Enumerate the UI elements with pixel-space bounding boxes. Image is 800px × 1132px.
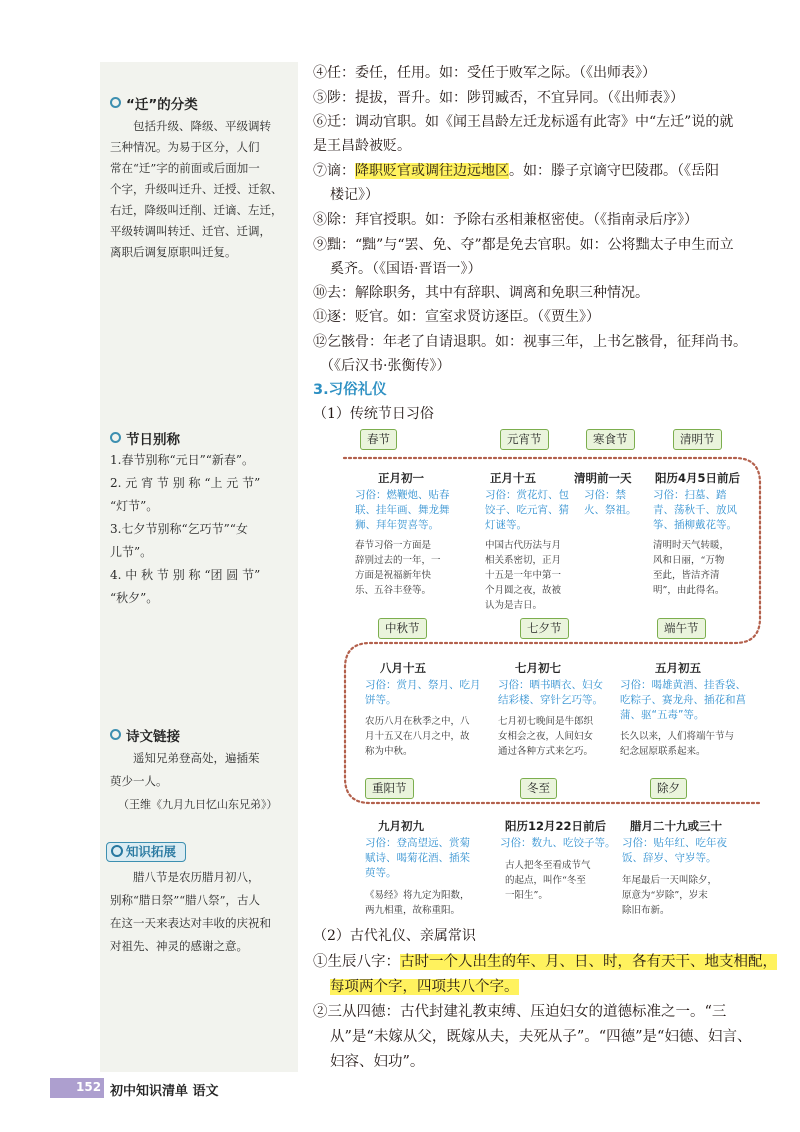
festival-custom bbox=[500, 836, 616, 851]
festival-date: 腊月二十九或三十 bbox=[630, 819, 722, 833]
festival-custom-line: 萸等。 bbox=[365, 867, 397, 879]
festival-note-line: 的起点，叫作“冬至 bbox=[505, 875, 586, 886]
festival-custom-line: 习俗：燃鞭炮、贴春 bbox=[355, 489, 450, 501]
festival-note-line: 春节习俗一方面是 bbox=[355, 540, 432, 551]
festival-tag: 清明节 bbox=[673, 429, 722, 450]
festival-tag: 重阳节 bbox=[365, 778, 414, 799]
festival-note-line: 明”，由此得名。 bbox=[653, 585, 725, 596]
festival-custom-line: 吃粽子、赛龙舟、插花和菖 bbox=[620, 694, 746, 706]
festival-note-line: 个月圆之夜，故被 bbox=[485, 585, 562, 596]
festival-note bbox=[365, 714, 470, 759]
sidebar-line: 包括升级、降级、平级调转 bbox=[133, 119, 271, 133]
festival-custom-line: 饼等。 bbox=[365, 694, 397, 706]
eight-chars-highlight-2: 每项两个字，四项共八个字。 bbox=[330, 979, 519, 995]
festival-note-line: 长久以来，人们将端午节与 bbox=[620, 731, 735, 742]
sidebar-line: 平级转调叫转迁、迁官、迁调， bbox=[110, 224, 271, 238]
sidebar-line: 遥知兄弟登高处，遍插茱 bbox=[133, 751, 260, 765]
sidebar-line: “灯节”。 bbox=[110, 499, 159, 513]
festival-note-line: 月十五又在八月之中，故 bbox=[365, 731, 470, 742]
festival-note-line: 清明时天气转暖， bbox=[653, 540, 730, 551]
sidebar-line: 儿节”。 bbox=[110, 545, 153, 559]
festival-tag: 中秋节 bbox=[378, 618, 427, 639]
festival-date: 清明前一天 bbox=[574, 471, 632, 485]
sidebar-line: 别称“腊日祭”“腊八祭”，古人 bbox=[110, 893, 261, 907]
item-zhe-post: 。如：滕子京谪守巴陵郡。（《岳阳 bbox=[509, 163, 719, 179]
sidebar-festival-alias-heading: 节日别称 bbox=[110, 428, 180, 448]
festival-date: 五月初五 bbox=[655, 661, 701, 675]
festival-custom bbox=[355, 488, 450, 533]
festival-custom-line: 习俗：晒书晒衣、妇女 bbox=[498, 679, 603, 691]
footer-title: 初中知识清单 语文 bbox=[110, 1084, 219, 1099]
festival-custom-line: 结彩楼、穿针乞巧等。 bbox=[498, 694, 603, 706]
item-zhe-cont: 楼记》） bbox=[330, 187, 379, 203]
festival-custom bbox=[365, 678, 481, 708]
knowledge-badge bbox=[106, 842, 186, 862]
festival-note-line: 通过各种方式来乞巧。 bbox=[498, 746, 594, 757]
festival-note bbox=[653, 538, 729, 598]
festival-custom-line: 灯谜等。 bbox=[485, 519, 527, 531]
sidebar-line: （王维《九月九日忆山东兄弟》） bbox=[118, 798, 278, 811]
festival-note-line: 两九相重，故称重阳。 bbox=[365, 905, 461, 916]
festival-custom bbox=[620, 678, 746, 723]
festival-note bbox=[355, 538, 441, 598]
festival-custom-line: 习俗：扫墓、踏 bbox=[653, 489, 727, 501]
sidebar-qian-heading: “迁”的分类 bbox=[110, 93, 198, 113]
sidebar-line: 离职后调复原职叫迁复。 bbox=[110, 245, 237, 259]
festival-custom-line: 饭、辞岁、守岁等。 bbox=[622, 852, 717, 864]
item-zhu: ⑪逐：贬官。如：宣室求贤访逐臣。（《贾生》） bbox=[313, 309, 600, 325]
festival-custom-line: 习俗：数九、吃饺子等。 bbox=[500, 837, 616, 849]
sidebar-line: 1.春节别称“元日”“新春”。 bbox=[110, 453, 254, 467]
festival-custom bbox=[584, 488, 637, 518]
sidebar-qian-text bbox=[110, 116, 294, 263]
festival-custom-line: 习俗：喝雄黄酒、挂香袋、 bbox=[620, 679, 746, 691]
item-qigaigu: ⑫乞骸骨：年老了自请退职。如：视事三年，上书乞骸骨，征拜尚书。 bbox=[313, 334, 747, 350]
sidebar-line: 2. 元 宵 节 别 称 “上 元 节” bbox=[110, 476, 261, 490]
festival-custom bbox=[653, 488, 737, 533]
item-zhi: ⑤陟：提拔，晋升。如：陟罚臧否，不宜异同。（《出师表》） bbox=[313, 90, 684, 106]
sidebar-line: 三种情况。为易于区分，人们 bbox=[110, 140, 260, 154]
festival-custom bbox=[622, 836, 727, 866]
festival-note-line: 古人把冬至看成节气 bbox=[505, 860, 591, 871]
festival-date: 九月初九 bbox=[378, 819, 424, 833]
page-number: 152 bbox=[76, 1080, 102, 1094]
item-virtues: ②三从四德：古代封建礼教束缚、压迫妇女的道德标准之一。“三 bbox=[313, 1004, 727, 1020]
festival-note-line: 女相会之夜，人间妇女 bbox=[498, 731, 594, 742]
festival-note-line: 相关系密切，正月 bbox=[485, 555, 562, 566]
festival-note-line: 一阳生”。 bbox=[505, 890, 548, 901]
festival-custom-line: 赋诗、喝菊花酒、插茱 bbox=[365, 852, 470, 864]
festival-custom-line: 习俗：赏花灯、包 bbox=[485, 489, 569, 501]
festival-custom-line: 习俗：禁 bbox=[584, 489, 626, 501]
festival-date: 阳历4月5日前后 bbox=[655, 471, 741, 485]
festival-date: 八月十五 bbox=[380, 661, 426, 675]
sidebar-line: 个字，升级叫迁升、迁授、迁叙、 bbox=[110, 182, 283, 196]
festival-tag: 端午节 bbox=[657, 618, 706, 639]
festival-custom-line: 习俗：贴年红、吃年夜 bbox=[622, 837, 727, 849]
festival-note-line: 纪念屈原联系起来。 bbox=[620, 746, 706, 757]
item-zhe-highlight: 降职贬官或调往边远地区 bbox=[355, 163, 509, 179]
knowledge-badge-label: 知识拓展 bbox=[126, 844, 177, 859]
sidebar-poem-heading: 诗文链接 bbox=[110, 725, 180, 745]
festival-note-line: 方面是祝福新年快 bbox=[355, 570, 432, 581]
festival-note-line: 农历八月在秋季之中，八 bbox=[365, 716, 470, 727]
eight-chars-highlight: 古时一个人出生的年、月、日、时，各有天干、地支相配， bbox=[400, 954, 777, 970]
item-virtues-cont: 从”是“未嫁从父，既嫁从夫，夫死从子”。“四德”是“妇德、妇言、 bbox=[330, 1029, 752, 1045]
festival-custom-line: 青、荡秋千、放风 bbox=[653, 504, 737, 516]
festival-custom-line: 联、挂年画、舞龙舞 bbox=[355, 504, 450, 516]
item-qian-cont: 是王昌龄被贬。 bbox=[313, 138, 411, 154]
sidebar-line: 3.七夕节别称“乞巧节”“女 bbox=[110, 522, 248, 536]
item-ren: ④任：委任，任用。如：受任于败军之际。（《出师表》） bbox=[313, 65, 656, 81]
festival-note-line: 至此，皆洁齐清 bbox=[653, 570, 720, 581]
festival-date: 正月十五 bbox=[490, 471, 536, 485]
festival-custom bbox=[498, 678, 603, 708]
item-qu: ⑩去：解除职务，其中有辞职、调离和免职三种情况。 bbox=[313, 285, 649, 301]
festival-custom-line: 火、祭祖。 bbox=[584, 504, 637, 516]
festival-custom-line: 蒲、驱“五毒”等。 bbox=[620, 709, 705, 721]
item-chu: ⑧除：拜官授职。如：予除右丞相兼枢密使。（《指南录后序》） bbox=[313, 212, 698, 228]
festival-custom-line: 习俗：登高望远、赏菊 bbox=[365, 837, 470, 849]
festival-tag: 七夕节 bbox=[520, 618, 569, 639]
festival-note bbox=[505, 858, 591, 903]
festival-note-line: 《易经》将九定为阳数， bbox=[365, 890, 470, 901]
sidebar-line: 腊八节是农历腊月初八， bbox=[133, 870, 260, 884]
festival-tag: 寒食节 bbox=[586, 429, 635, 450]
festival-date: 阳历12月22日前后 bbox=[505, 819, 607, 833]
sidebar-knowledge-text bbox=[110, 866, 294, 958]
sidebar-line: 右迁，降级叫迁削、迁谪、左迁， bbox=[110, 203, 283, 217]
festival-note bbox=[498, 714, 593, 759]
festival-tag: 元宵节 bbox=[500, 429, 549, 450]
festival-date: 正月初一 bbox=[378, 471, 424, 485]
sidebar-line: 4. 中 秋 节 别 称 “团 圆 节” bbox=[110, 568, 261, 582]
festival-custom-line: 狮、拜年贺喜等。 bbox=[355, 519, 439, 531]
section-title: 3.习俗礼仪 bbox=[313, 382, 387, 398]
item-zhe-pre: ⑦谪： bbox=[313, 163, 355, 179]
eight-chars-pre: ①生辰八字： bbox=[313, 954, 400, 970]
sidebar-line: “秋夕”。 bbox=[110, 591, 159, 605]
festival-chart bbox=[340, 428, 768, 916]
subsection-etiquette: （2）古代礼仪、亲属常识 bbox=[313, 928, 476, 944]
item-eight-chars bbox=[313, 950, 777, 971]
festival-custom-line: 习俗：赏月、祭月、吃月 bbox=[365, 679, 481, 691]
festival-note-line: 年尾最后一天叫除夕， bbox=[622, 875, 718, 886]
festival-tag: 春节 bbox=[360, 429, 397, 450]
sidebar-line: 萸少一人。 bbox=[110, 774, 168, 788]
sidebar-line: 对祖先、神灵的感谢之意。 bbox=[110, 939, 248, 953]
item-qigaigu-cont: （《后汉书·张衡传》） bbox=[320, 358, 451, 374]
festival-note-line: 称为中秋。 bbox=[365, 746, 413, 757]
festival-note-line: 乐、五谷丰登等。 bbox=[355, 585, 432, 596]
festival-note-line: 认为是吉日。 bbox=[485, 600, 543, 611]
item-chu2: ⑨黜：“黜”与“罢、免、夺”都是免去官职。如：公将黜太子申生而立 bbox=[313, 237, 734, 253]
sidebar-line: 在这一天来表达对丰收的庆祝和 bbox=[110, 916, 271, 930]
sidebar-festival-alias-text bbox=[110, 449, 294, 610]
festival-note-line: 十五是一年中第一 bbox=[485, 570, 562, 581]
sidebar-poem-text bbox=[110, 747, 294, 816]
sidebar-line: 常在“迁”字的前面或后面加一 bbox=[110, 161, 260, 175]
item-virtues-cont2: 妇容、妇功”。 bbox=[330, 1054, 425, 1070]
festival-tag: 冬至 bbox=[520, 778, 557, 799]
festival-note-line: 中国古代历法与月 bbox=[485, 540, 562, 551]
festival-custom-line: 饺子、吃元宵、猜 bbox=[485, 504, 569, 516]
item-chu2-cont: 奚齐。（《国语·晋语一》） bbox=[330, 261, 482, 277]
subsection-festivals: （1）传统节日习俗 bbox=[313, 406, 434, 422]
festival-note-line: 风和日丽，“万物 bbox=[653, 555, 725, 566]
festival-note-line: 辞别过去的一年，一 bbox=[355, 555, 441, 566]
festival-custom bbox=[365, 836, 470, 881]
festival-note bbox=[365, 888, 470, 918]
festival-note bbox=[485, 538, 561, 613]
festival-custom bbox=[485, 488, 569, 533]
festival-note-line: 除旧布新。 bbox=[622, 905, 670, 916]
item-eight-chars-cont bbox=[330, 975, 519, 996]
festival-tag: 除夕 bbox=[650, 778, 687, 799]
festival-note bbox=[622, 873, 717, 918]
festival-date: 七月初七 bbox=[515, 661, 561, 675]
festival-note bbox=[620, 729, 734, 759]
magnifier-icon bbox=[111, 845, 123, 857]
festival-note-line: 七月初七晚间是牛郎织 bbox=[498, 716, 594, 727]
item-zhe bbox=[313, 160, 719, 180]
festival-custom-line: 筝、插柳戴花等。 bbox=[653, 519, 737, 531]
item-qian: ⑥迁：调动官职。如《闻王昌龄左迁龙标遥有此寄》中“左迁”说的就 bbox=[313, 114, 734, 130]
festival-note-line: 原意为“岁除”，岁末 bbox=[622, 890, 708, 901]
